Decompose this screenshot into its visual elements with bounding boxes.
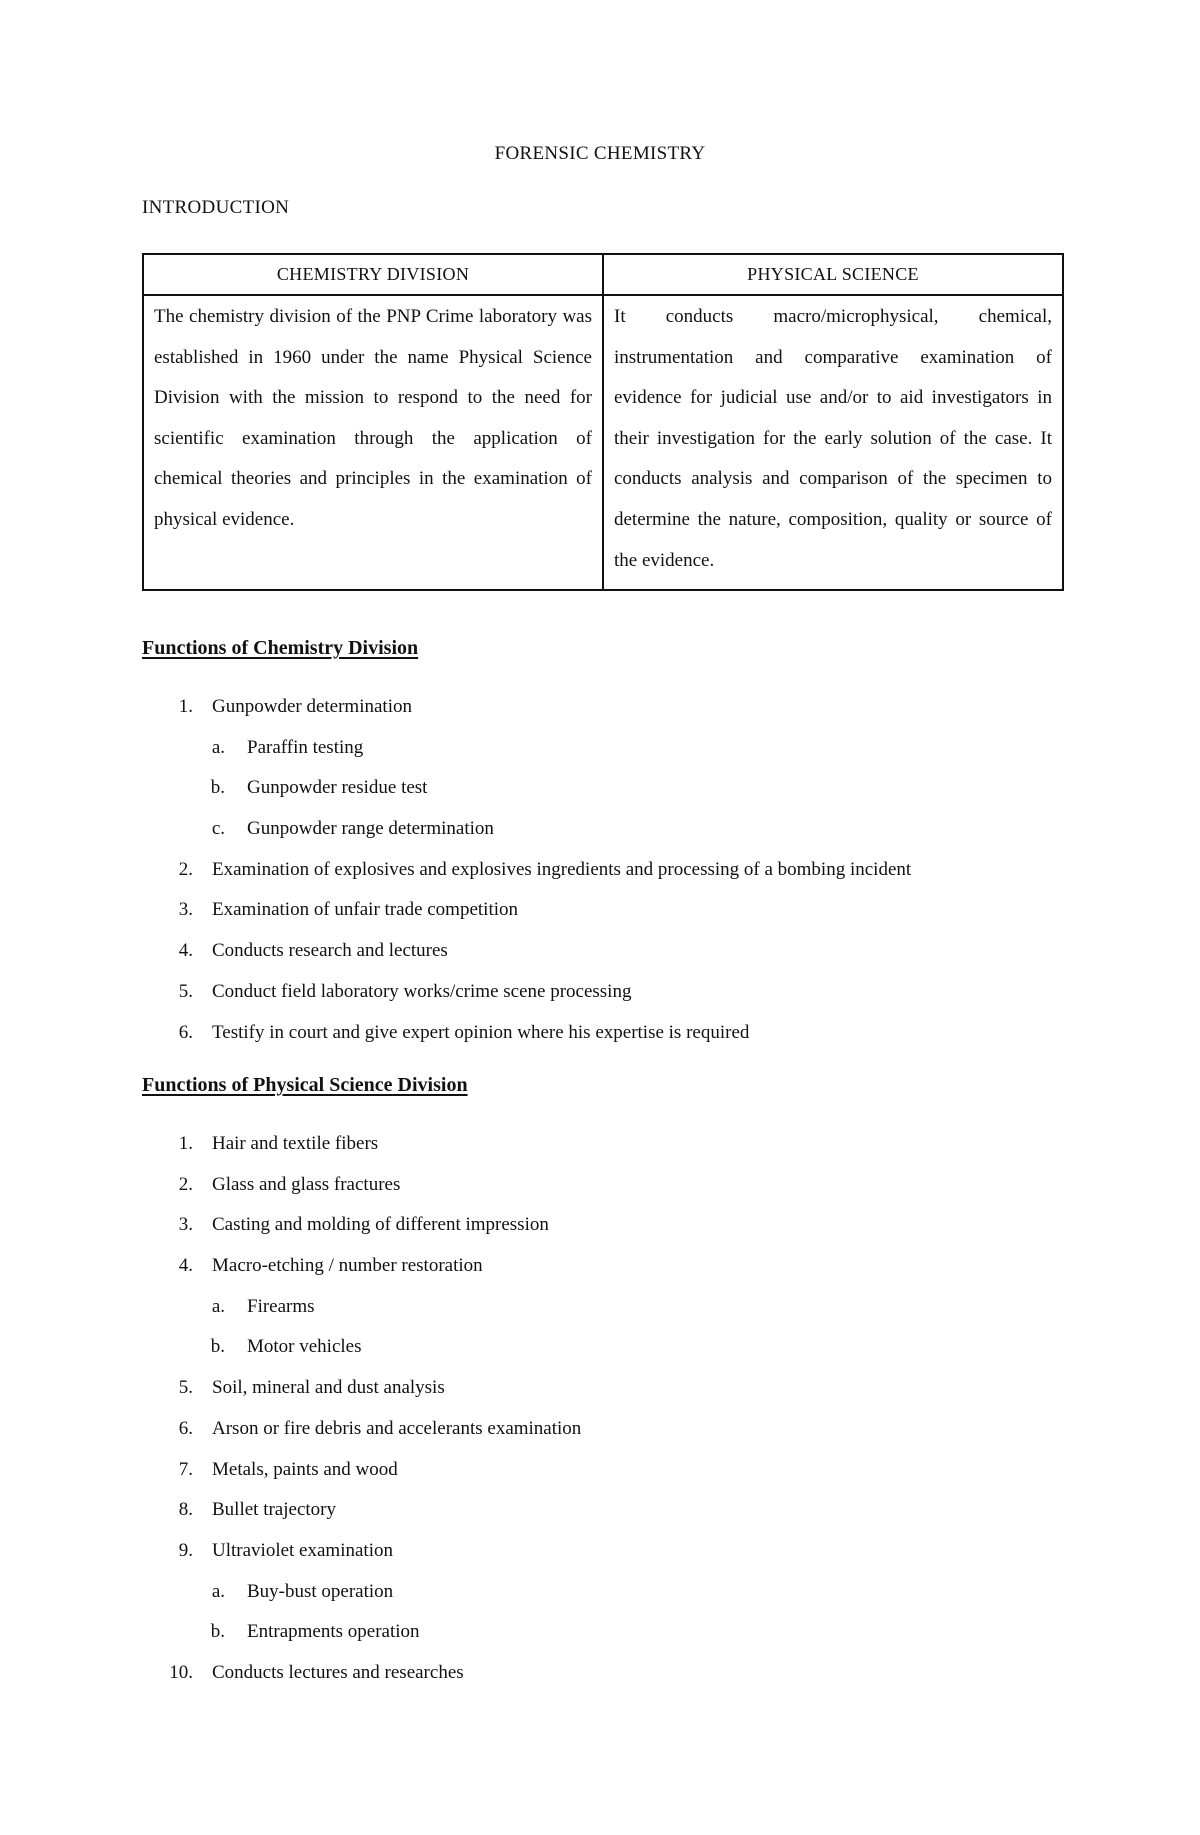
list-item-text: Motor vehicles [247,1336,362,1358]
introduction-heading: INTRODUCTION [142,197,290,218]
list-item-marker: 1. [178,1133,193,1154]
list-item-text: Firearms [247,1295,315,1317]
list-item-marker: 8. [178,1499,193,1521]
list-item-text: Soil, mineral and dust analysis [212,1377,445,1399]
list-item-marker: 6. [178,1417,193,1439]
table-row [143,295,1063,590]
list-item-text: Ultraviolet examination [212,1539,393,1561]
list-item-marker: 4. [178,940,193,962]
list-item-marker: 10. [169,1661,193,1683]
list-item-marker: b. [210,1621,225,1643]
list-item-text: Paraffin testing [247,736,364,758]
list-item-text: Glass and glass fractures [212,1173,401,1195]
list-item-marker: 2. [178,1173,193,1195]
list-item-marker: 1. [178,696,193,717]
list-item-marker: 7. [178,1458,193,1480]
table-header-row [143,254,1063,295]
list-item-text: Testify in court and give expert opinion where his expertise is required [212,1021,750,1043]
list-item-marker: 3. [178,899,193,921]
introduction-table [142,253,1064,591]
chemistry-division-header: CHEMISTRY DIVISION [143,254,603,295]
physical-science-description: It conducts macro/microphysical, chemical, instrumentation and comparative examination of evidence for judicial use and/or to aid investigators in their investigation for the early solution of the case. It conducts analysis and comparison of the specimen to determine the nature, composition, quality or source of the evidence. [603,295,1063,590]
list-item-text: Casting and molding of different impression [212,1214,549,1236]
list-item-text: Entrapments operation [247,1621,420,1643]
list-item-text: Bullet trajectory [212,1499,336,1521]
list-item-marker: 6. [178,1021,193,1043]
list-item-text: Arson or fire debris and accelerants examination [212,1417,582,1439]
list-item-text: Examination of explosives and explosives ingredients and processing of a bombing incident [212,858,912,880]
list-item-text: Metals, paints and wood [212,1458,398,1480]
list-item-text: Conduct field laboratory works/crime scene processing [212,980,632,1002]
list-item-marker: 9. [178,1539,193,1561]
physical-science-header: PHYSICAL SCIENCE [603,254,1063,295]
list-item-marker: a. [211,736,225,758]
list-item-marker: 3. [178,1214,193,1236]
list-item-text: Conducts lectures and researches [212,1661,464,1683]
list-item-marker: b. [210,1336,225,1358]
list-item-marker: a. [211,1580,225,1602]
list-item-marker: 5. [178,980,193,1002]
list-item-text: Gunpowder range determination [247,818,494,840]
list-item-marker: 4. [178,1255,193,1277]
list-item-text: Hair and textile fibers [212,1133,379,1154]
physical-functions-heading: Functions of Physical Science Division [142,1074,468,1096]
list-item-marker: c. [211,818,225,840]
list-item-text: Macro-etching / number restoration [212,1255,483,1277]
list-item-text: Gunpowder determination [212,696,412,717]
list-item-marker: b. [210,777,225,799]
list-item-text: Gunpowder residue test [247,777,428,799]
list-item-marker: 5. [178,1377,193,1399]
list-item-text: Conducts research and lectures [212,940,448,962]
chemistry-division-description: The chemistry division of the PNP Crime laboratory was established in 1960 under the name Physical Science Division with the mission to respond to the need for scientific examination through the application of chemical theories and principles in the examination of physical evidence. [143,295,603,590]
list-item-text: Examination of unfair trade competition [212,899,519,921]
chemistry-functions-heading: Functions of Chemistry Division [142,637,419,659]
list-item-text: Buy-bust operation [247,1580,394,1602]
list-item-marker: a. [211,1295,225,1317]
document-title: FORENSIC CHEMISTRY [494,143,706,164]
list-item-marker: 2. [178,858,193,880]
